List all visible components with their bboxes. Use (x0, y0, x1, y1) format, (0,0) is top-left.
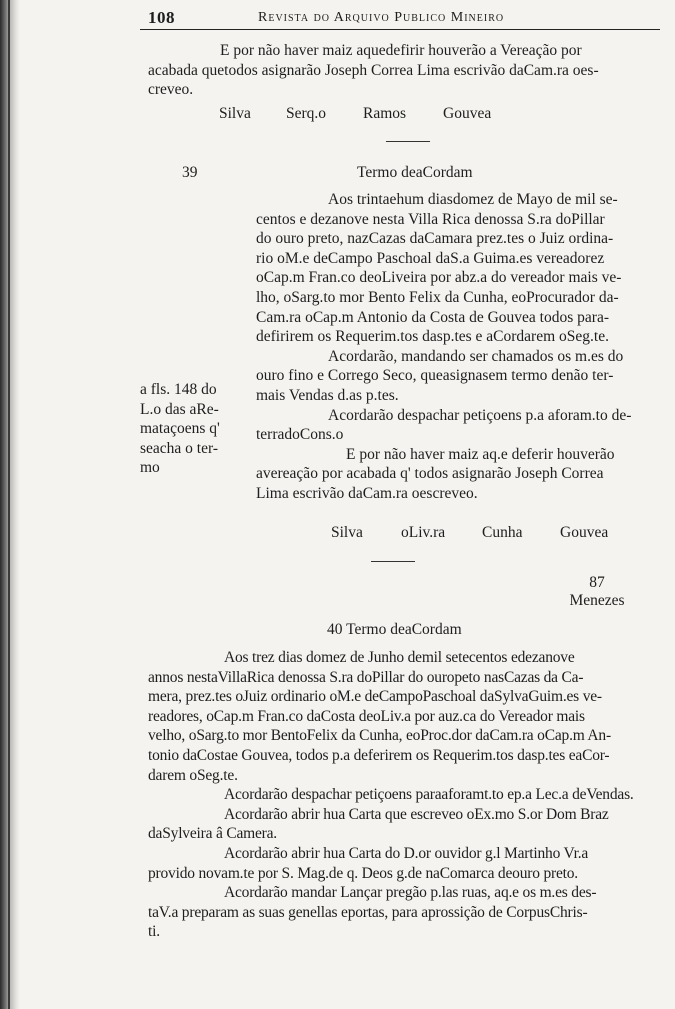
termo-number: 39 (182, 164, 198, 181)
text-line: seacha o ter- (140, 439, 218, 457)
signature: Silva (219, 105, 251, 122)
text-line: Acordarão, mandando ser chamados os m.es do (328, 347, 624, 365)
text-line: centos e dezanove nesta Villa Rica denossa S.ra doPillar (256, 210, 605, 228)
text-line: oCap.m Fran.co deoLiveira por abz.a do vereador mais ve- (256, 269, 622, 287)
text-line: mais Vendas d.as p.tes. (256, 386, 399, 404)
book-binding-shadow (0, 0, 20, 1009)
text-line: do ouro preto, nazCazas daCamara prez.tes o Juiz ordina- (256, 230, 614, 248)
text-line: E por não haver maiz aquedefirir houverão a Vereação por (220, 42, 582, 59)
text-line: Aos trintaehum diasdomez de Mayo de mil se- (328, 191, 618, 208)
text-line: avereação por acabada q' todos asignarão Joseph Correa (256, 465, 604, 483)
signature: Cunha (482, 524, 523, 541)
text-line: E por não haver maiz aq.e deferir houverão (346, 445, 615, 463)
text-line: readores, oCap.m Fran.co daCosta deoLiv.a por auz.ca do Vereador mais (148, 707, 585, 725)
folio-note (552, 574, 642, 610)
text-line: terradoCons.o (256, 426, 344, 444)
text-line: velho, oSarg.to mor BentoFelix da Cunha, eoProc.dor daCam.ra oCap.m An- (148, 727, 611, 745)
folio-number: 87 (589, 574, 605, 591)
text-line: provido novam.te por S. Mag.de q. Deos g.de naComarca deouro preto. (148, 864, 578, 882)
text-line: mo (140, 459, 160, 477)
text-line: Acordarão abrir hua Carta do D.or ouvidor g.l Martinho Vr.a (224, 844, 589, 862)
text-line: Acordarão abrir hua Carta que escreveo oEx.mo S.or Dom Braz (224, 805, 609, 823)
signature: Gouvea (443, 105, 492, 122)
section-divider (371, 561, 415, 562)
text-line: rio oM.e deCampo Paschoal daS.a Guima.es vereadorez (256, 249, 605, 267)
termo-40-body (148, 648, 660, 942)
text-line: annos nestaVillaRica denossa S.ra doPillar do ouropeto nasCazas da Ca- (148, 668, 584, 686)
top-closing-paragraph (148, 41, 658, 100)
text-line: Aos trez dias domez de Junho demil setecentos edezanove (224, 649, 575, 666)
signature: oLiv.ra (401, 524, 446, 541)
termo-39-body (256, 190, 658, 504)
text-line: ti. (148, 923, 160, 941)
text-line: lho, oSarg.to mor Bento Felix da Cunha, eoProcurador da- (256, 288, 619, 306)
folio-name: Menezes (569, 592, 625, 609)
text-line: L.o das aRe- (140, 400, 219, 418)
text-line: daSylveira â Camera. (148, 825, 277, 843)
text-line: Acordarão despachar petiçoens paraaforamt.to ep.a Lec.a deVendas. (224, 786, 634, 804)
signature: Silva (331, 524, 363, 541)
page-number: 108 (148, 8, 175, 27)
margin-note (140, 380, 245, 478)
text-line: mataçoens q' (140, 420, 220, 438)
signature: Gouvea (560, 524, 609, 541)
section-divider (386, 141, 430, 142)
text-line: defirirem os Requerim.tos dasp.tes e aCordarem oSeg.te. (256, 328, 609, 346)
text-line: mera, prez.tes oJuiz ordinario oM.e deCampoPaschoal daSylvaGuim.es ve- (148, 688, 602, 706)
text-line: tonio daCostae Gouvea, todos p.a deferirem os Requerim.tos dasp.tes eaCor- (148, 746, 610, 764)
text-line: Acordarão despachar petiçoens p.a aforam.to de- (328, 406, 632, 424)
text-line: acabada quetodos asignarão Joseph Correa Lima escrivão daCam.ra oes- (148, 61, 599, 79)
text-line: Lima escrivão daCam.ra oescreveo. (256, 484, 478, 502)
page-header (140, 8, 660, 30)
text-line: Cam.ra oCap.m Antonio da Costa de Gouvea todos para- (256, 308, 609, 326)
text-line: Acordarão mandar Lançar pregão p.las ruas, aq.e os m.es des- (224, 884, 597, 902)
text-line: creveo. (148, 81, 194, 99)
text-line: a fls. 148 do (140, 381, 217, 398)
signature: Ramos (363, 105, 407, 122)
text-line: darem oSeg.te. (148, 766, 238, 784)
signature: Serq.o (286, 105, 327, 122)
running-title: Revista do Arquivo Publico Mineiro (258, 10, 505, 25)
text-line: ouro fino e Corrego Seco, queasignasem termo denão ter- (256, 367, 614, 385)
header-rule (140, 29, 660, 30)
termo-title: Termo deaCordam (357, 164, 473, 181)
binding-edge-line (8, 0, 10, 1009)
text-line: taV.a preparam as suas genellas eportas, para aprossição de CorpusChris- (148, 903, 588, 921)
termo-40-heading: 40 Termo deaCordam (327, 621, 462, 638)
